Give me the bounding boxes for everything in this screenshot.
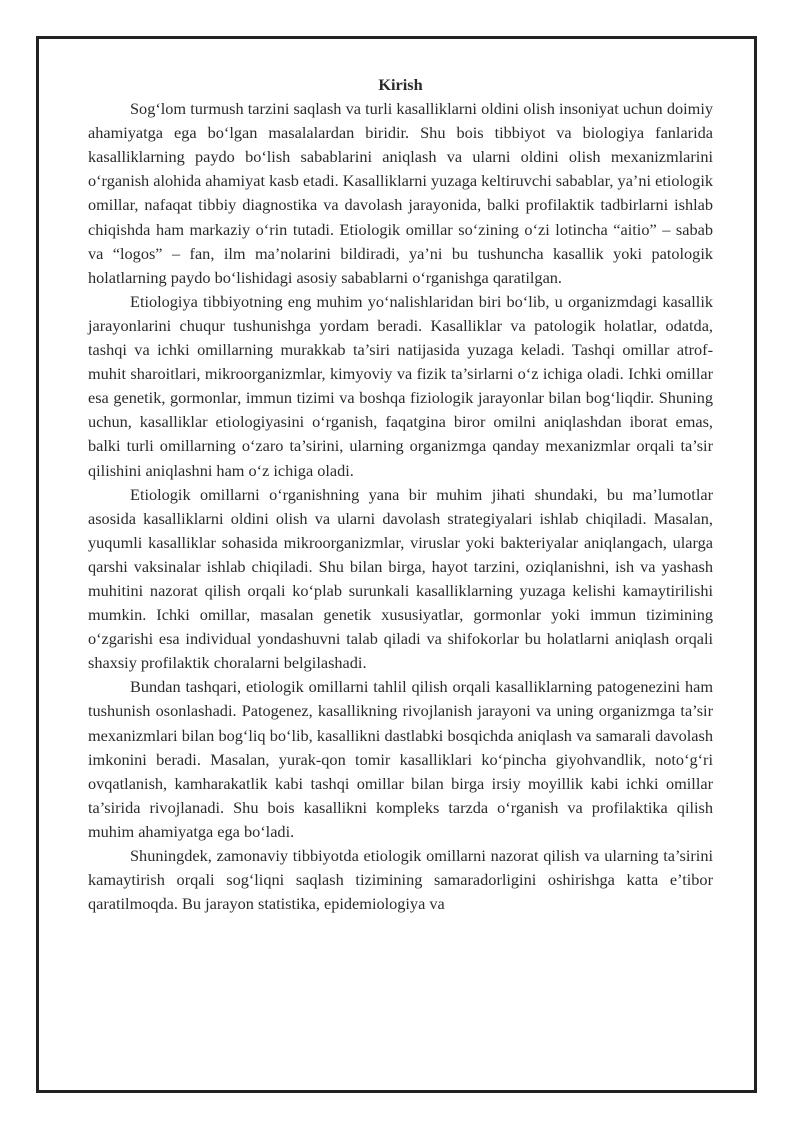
paragraph-5: Shuningdek, zamonaviy tibbiyotda etiologik omillarni nazorat qilish va ularning ta’sirini kamaytirish orqali sog‘liqni saqlash tizimining samaradorligini oshirishga katta e’tibor qaratilmoqda. Bu jarayon statistika, epidemiologiya va (88, 846, 713, 914)
paragraph-4: Bundan tashqari, etiologik omillarni tahlil qilish orqali kasalliklarning patogenezini ham tushunish osonlashadi. Patogenez, kasallikning rivojlanish jarayoni va uning organizmga ta’sir mexanizmlari bilan bog‘liq bo‘lib, kasallikni dastlabki bosqichda aniqlash va samarali davolash imkonini beradi. Masalan, yurak-qon tomir kasalliklari ko‘pincha giyohvandlik, noto‘g‘ri ovqatlanish, kamharakatlik kabi tashqi omillar bilan birga irsiy moyillik kabi ichki omillar ta’sirida rivojlanadi. Shu bois kasallikni kompleks tarzda o‘rganish va profilaktika qilish muhim ahamiyatga ega bo‘ladi. (88, 677, 713, 841)
document-title: Kirish (378, 75, 423, 94)
paragraph-3: Etiologik omillarni o‘rganishning yana bir muhim jihati shundaki, bu ma’lumotlar asosida kasalliklarni oldini olish va ularni davolash strategiyalari ishlab chiqiladi. Masalan, yuqumli kasalliklar sohasida mikroorganizmlar, viruslar yoki bakteriyalar aniqlangach, ularga qarshi vaksinalar ishlab chiqiladi. Shu bilan birga, hayot tarzini, oziqlanishni, ish va yashash muhitini nazorat qilish orqali ko‘plab surunkali kasalliklarning yuzaga kelishi kamaytirilishi mumkin. Ichki omillar, masalan genetik xususiyatlar, gormonlar yoki immun tizimining o‘zgarishi esa individual yondashuvni talab qiladi va shifokorlar bu holatlarni aniqlash orqali shaxsiy profilaktik choralarni belgilashadi. (88, 484, 713, 673)
document-body (88, 70, 713, 916)
paragraph-2: Etiologiya tibbiyotning eng muhim yo‘nalishlaridan biri bo‘lib, u organizmdagi kasallik jarayonlarini chuqur tushunishga yordam beradi. Kasalliklar va patologik holatlar, odatda, tashqi va ichki omillarning murakkab ta’siri natijasida yuzaga keladi. Tashqi omillar atrof-muhit sharoitlari, mikroorganizmlar, kimyoviy va fizik ta’sirlarni o‘z ichiga oladi. Ichki omillar esa genetik, gormonlar, immun tizimi va boshqa fiziologik jarayonlar bilan bog‘liqdir. Shuning uchun, kasalliklar etiologiyasini o‘rganish, faqatgina biror omilni aniqlashdan iborat emas, balki turli omillarning o‘zaro ta’sirini, ularning organizmga qanday mexanizmlar orqali ta’sir qilishini aniqlashni ham o‘z ichiga oladi. (88, 291, 713, 480)
paragraph-1: Sog‘lom turmush tarzini saqlash va turli kasalliklarni oldini olish insoniyat uchun doimiy ahamiyatga ega bo‘lgan masalalardan biridir. Shu bois tibbiyot va biologiya fanlarida kasalliklarning paydo bo‘lish sabablarini aniqlash va ularni oldini olish mexanizmlarini o‘rganish alohida ahamiyat kasb etadi. Kasalliklarni yuzaga keltiruvchi sabablar, ya’ni etiologik omillar, nafaqat tibbiy diagnostika va davolash jarayonida, balki profilaktik tadbirlarni ishlab chiqishda ham markaziy o‘rin tutadi. Etiologik omillar so‘zining o‘zi lotincha “aitio” – sabab va “logos” – fan, ilm ma’nolarini bildiradi, ya’ni bu tushuncha kasallik yoki patologik holatlarning paydo bo‘lishidagi asosiy sabablarni o‘rganishga qaratilgan. (88, 99, 713, 287)
